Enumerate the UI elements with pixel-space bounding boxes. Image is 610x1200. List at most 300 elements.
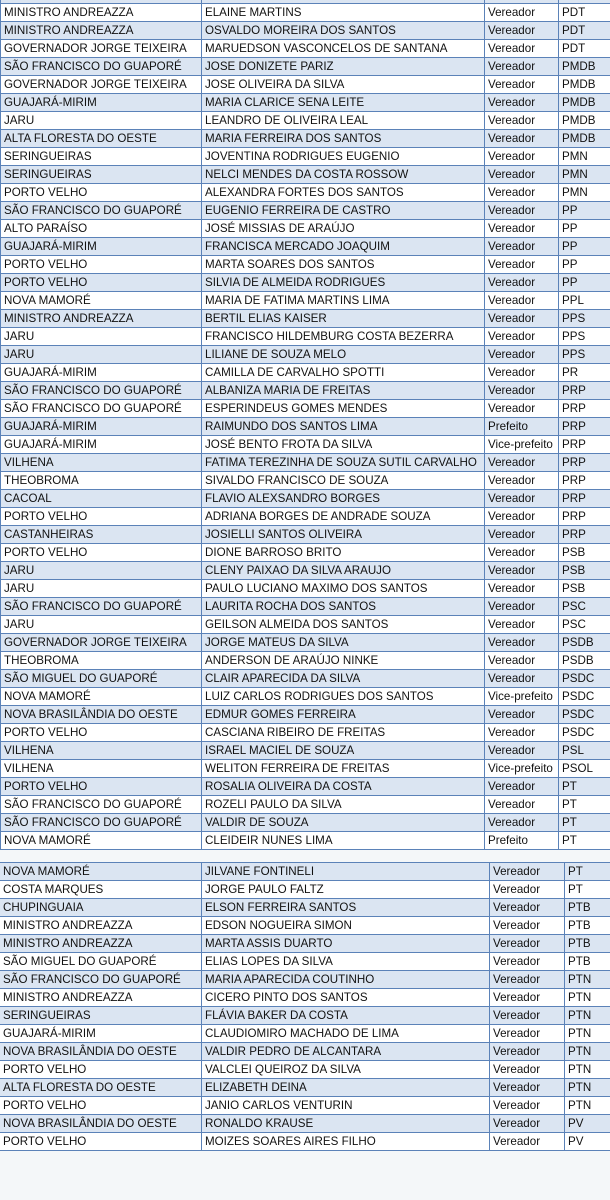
- page-bottom-margin: [0, 1160, 610, 1200]
- position-cell: Vereador: [485, 472, 559, 490]
- municipality-cell: PORTO VELHO: [1, 256, 202, 274]
- municipality-cell: PORTO VELHO: [1, 724, 202, 742]
- candidate-name-cell: JOVENTINA RODRIGUES EUGENIO: [202, 148, 485, 166]
- party-cell: PP: [559, 256, 610, 274]
- candidate-name-cell: MARIA FERREIRA DOS SANTOS: [202, 130, 485, 148]
- party-cell: PSC: [559, 598, 610, 616]
- position-cell: Vereador: [485, 40, 559, 58]
- position-cell: Vereador: [485, 814, 559, 832]
- candidate-name-cell: VALCLEI QUEIROZ DA SILVA: [202, 1061, 490, 1079]
- position-cell: Vereador: [490, 1025, 565, 1043]
- party-cell: PV: [565, 1133, 610, 1151]
- party-cell: PDT: [559, 40, 610, 58]
- candidate-name-cell: MARIA APARECIDA COUTINHO: [202, 971, 490, 989]
- table-row: [1, 634, 610, 652]
- party-cell: PT: [559, 832, 610, 850]
- municipality-cell: PORTO VELHO: [1, 274, 202, 292]
- position-cell: Vereador: [485, 310, 559, 328]
- candidate-name-cell: ROSALIA OLIVEIRA DA COSTA: [202, 778, 485, 796]
- municipality-cell: NOVA BRASILÂNDIA DO OESTE: [1, 706, 202, 724]
- position-cell: Vereador: [490, 899, 565, 917]
- party-cell: PSDC: [559, 724, 610, 742]
- party-cell: PSDC: [559, 706, 610, 724]
- table-row: [1, 454, 610, 472]
- municipality-cell: MINISTRO ANDREAZZA: [1, 310, 202, 328]
- municipality-cell: SERINGUEIRAS: [1, 166, 202, 184]
- party-cell: PSDC: [559, 688, 610, 706]
- position-cell: Vereador: [485, 256, 559, 274]
- municipality-cell: SÃO FRANCISCO DO GUAPORÉ: [1, 58, 202, 76]
- position-cell: Vereador: [485, 112, 559, 130]
- party-cell: PMN: [559, 166, 610, 184]
- candidate-name-cell: NELCI MENDES DA COSTA ROSSOW: [202, 166, 485, 184]
- municipality-cell: GUAJARÁ-MIRIM: [1, 418, 202, 436]
- municipality-cell: JARU: [1, 346, 202, 364]
- candidate-name-cell: ANDERSON DE ARAÚJO NINKE: [202, 652, 485, 670]
- table-row: [0, 935, 610, 953]
- candidate-name-cell: FATIMA TEREZINHA DE SOUZA SUTIL CARVALHO: [202, 454, 485, 472]
- candidate-name-cell: MARUEDSON VASCONCELOS DE SANTANA: [202, 40, 485, 58]
- table-row: [1, 778, 610, 796]
- table-row: [1, 364, 610, 382]
- municipality-cell: PORTO VELHO: [0, 1097, 202, 1115]
- municipality-cell: ALTA FLORESTA DO OESTE: [1, 130, 202, 148]
- table-row: [0, 881, 610, 899]
- municipality-cell: JARU: [1, 616, 202, 634]
- position-cell: Vereador: [485, 328, 559, 346]
- party-cell: PTB: [565, 935, 610, 953]
- table-row: [1, 76, 610, 94]
- position-cell: Vereador: [490, 881, 565, 899]
- position-cell: Vereador: [490, 1115, 565, 1133]
- table-row: [0, 1061, 610, 1079]
- candidates-table-lower: [0, 862, 610, 1151]
- table-row: [0, 1133, 610, 1151]
- candidate-name-cell: ELSON FERREIRA SANTOS: [202, 899, 490, 917]
- position-cell: Vereador: [490, 1133, 565, 1151]
- position-cell: Vereador: [485, 4, 559, 22]
- candidate-name-cell: CLAUDIOMIRO MACHADO DE LIMA: [202, 1025, 490, 1043]
- party-cell: PTB: [565, 917, 610, 935]
- table-row: [1, 184, 610, 202]
- position-cell: Vereador: [485, 544, 559, 562]
- municipality-cell: PORTO VELHO: [1, 544, 202, 562]
- municipality-cell: JARU: [1, 328, 202, 346]
- table-row: [1, 418, 610, 436]
- candidate-name-cell: JORGE PAULO FALTZ: [202, 881, 490, 899]
- table-row: [1, 706, 610, 724]
- candidate-name-cell: JILVANE FONTINELI: [202, 863, 490, 881]
- party-cell: PTN: [565, 1025, 610, 1043]
- candidate-name-cell: WELITON FERREIRA DE FREITAS: [202, 760, 485, 778]
- position-cell: Vereador: [485, 76, 559, 94]
- party-cell: PDT: [559, 22, 610, 40]
- party-cell: PP: [559, 220, 610, 238]
- candidate-name-cell: JANIO CARLOS VENTURIN: [202, 1097, 490, 1115]
- party-cell: PTN: [565, 1007, 610, 1025]
- municipality-cell: VILHENA: [1, 454, 202, 472]
- candidate-name-cell: LEANDRO DE OLIVEIRA LEAL: [202, 112, 485, 130]
- position-cell: Vereador: [485, 652, 559, 670]
- table-row: [1, 670, 610, 688]
- table-row: [1, 238, 610, 256]
- position-cell: Vereador: [485, 184, 559, 202]
- table-row: [0, 953, 610, 971]
- municipality-cell: VILHENA: [1, 760, 202, 778]
- table-row: [0, 1079, 610, 1097]
- party-cell: PTB: [565, 953, 610, 971]
- table-row: [1, 112, 610, 130]
- candidate-name-cell: MARTA SOARES DOS SANTOS: [202, 256, 485, 274]
- table-row: [1, 328, 610, 346]
- municipality-cell: SERINGUEIRAS: [1, 148, 202, 166]
- party-cell: PPS: [559, 328, 610, 346]
- candidate-name-cell: RONALDO KRAUSE: [202, 1115, 490, 1133]
- municipality-cell: PORTO VELHO: [1, 778, 202, 796]
- municipality-cell: NOVA MAMORÉ: [1, 292, 202, 310]
- municipality-cell: SÃO FRANCISCO DO GUAPORÉ: [1, 598, 202, 616]
- municipality-cell: COSTA MARQUES: [0, 881, 202, 899]
- position-cell: Vereador: [490, 971, 565, 989]
- table-row: [1, 652, 610, 670]
- municipality-cell: PORTO VELHO: [1, 508, 202, 526]
- table-row: [0, 1115, 610, 1133]
- table-row: [1, 796, 610, 814]
- candidate-name-cell: GEILSON ALMEIDA DOS SANTOS: [202, 616, 485, 634]
- party-cell: PV: [565, 1115, 610, 1133]
- table-row: [1, 346, 610, 364]
- position-cell: Vereador: [485, 580, 559, 598]
- position-cell: Vereador: [485, 58, 559, 76]
- municipality-cell: SÃO FRANCISCO DO GUAPORÉ: [1, 400, 202, 418]
- position-cell: Vereador: [485, 382, 559, 400]
- municipality-cell: NOVA BRASILÂNDIA DO OESTE: [0, 1043, 202, 1061]
- party-cell: PTN: [565, 989, 610, 1007]
- party-cell: PT: [559, 796, 610, 814]
- party-cell: PPS: [559, 346, 610, 364]
- position-cell: Vereador: [485, 220, 559, 238]
- table-row: [1, 202, 610, 220]
- position-cell: Vereador: [490, 917, 565, 935]
- party-cell: PTN: [565, 1061, 610, 1079]
- table-row: [1, 310, 610, 328]
- candidate-name-cell: JOSÉ BENTO FROTA DA SILVA: [202, 436, 485, 454]
- position-cell: Vice-prefeito: [485, 688, 559, 706]
- candidate-name-cell: LAURITA ROCHA DOS SANTOS: [202, 598, 485, 616]
- party-cell: PRP: [559, 418, 610, 436]
- municipality-cell: PORTO VELHO: [1, 184, 202, 202]
- municipality-cell: PORTO VELHO: [0, 1061, 202, 1079]
- position-cell: Vereador: [485, 292, 559, 310]
- party-cell: PTN: [565, 1079, 610, 1097]
- table-body: [0, 863, 610, 1151]
- candidate-name-cell: EDSON NOGUEIRA SIMON: [202, 917, 490, 935]
- table-row: [1, 544, 610, 562]
- table-row: [1, 724, 610, 742]
- table-row: [0, 989, 610, 1007]
- table-row: [1, 508, 610, 526]
- candidate-name-cell: ESPERINDEUS GOMES MENDES: [202, 400, 485, 418]
- table-row: [0, 1025, 610, 1043]
- table-row: [1, 526, 610, 544]
- table-row: [0, 1007, 610, 1025]
- candidate-name-cell: ADRIANA BORGES DE ANDRADE SOUZA: [202, 508, 485, 526]
- table-row: [0, 863, 610, 881]
- position-cell: Vereador: [485, 364, 559, 382]
- table-row: [1, 616, 610, 634]
- municipality-cell: NOVA MAMORÉ: [0, 863, 202, 881]
- party-cell: PSOL: [559, 760, 610, 778]
- position-cell: Vereador: [485, 526, 559, 544]
- party-cell: PP: [559, 238, 610, 256]
- candidate-name-cell: CICERO PINTO DOS SANTOS: [202, 989, 490, 1007]
- party-cell: PMDB: [559, 112, 610, 130]
- table-row: [1, 148, 610, 166]
- municipality-cell: SÃO MIGUEL DO GUAPORÉ: [0, 953, 202, 971]
- table-row: [1, 274, 610, 292]
- candidate-name-cell: FRANCISCO HILDEMBURG COSTA BEZERRA: [202, 328, 485, 346]
- municipality-cell: GOVERNADOR JORGE TEIXEIRA: [1, 40, 202, 58]
- position-cell: Vereador: [485, 490, 559, 508]
- position-cell: Vereador: [485, 22, 559, 40]
- position-cell: Vereador: [485, 706, 559, 724]
- candidate-name-cell: ROZELI PAULO DA SILVA: [202, 796, 485, 814]
- candidate-name-cell: DIONE BARROSO BRITO: [202, 544, 485, 562]
- municipality-cell: THEOBROMA: [1, 652, 202, 670]
- table-row: [1, 490, 610, 508]
- candidate-name-cell: LILIANE DE SOUZA MELO: [202, 346, 485, 364]
- candidate-name-cell: CLENY PAIXAO DA SILVA ARAUJO: [202, 562, 485, 580]
- candidate-name-cell: CASCIANA RIBEIRO DE FREITAS: [202, 724, 485, 742]
- position-cell: Vereador: [485, 202, 559, 220]
- party-cell: PTN: [565, 1097, 610, 1115]
- candidate-name-cell: PAULO LUCIANO MAXIMO DOS SANTOS: [202, 580, 485, 598]
- candidate-name-cell: VALDIR PEDRO DE ALCANTARA: [202, 1043, 490, 1061]
- position-cell: Prefeito: [485, 418, 559, 436]
- party-cell: PSDB: [559, 634, 610, 652]
- municipality-cell: GUAJARÁ-MIRIM: [1, 364, 202, 382]
- municipality-cell: GOVERNADOR JORGE TEIXEIRA: [1, 76, 202, 94]
- municipality-cell: ALTA FLORESTA DO OESTE: [0, 1079, 202, 1097]
- municipality-cell: SÃO FRANCISCO DO GUAPORÉ: [1, 382, 202, 400]
- position-cell: Vereador: [485, 670, 559, 688]
- candidate-name-cell: ALBANIZA MARIA DE FREITAS: [202, 382, 485, 400]
- municipality-cell: PORTO VELHO: [0, 1133, 202, 1151]
- party-cell: PPL: [559, 292, 610, 310]
- party-cell: PT: [559, 814, 610, 832]
- table-row: [1, 130, 610, 148]
- party-cell: PMDB: [559, 130, 610, 148]
- municipality-cell: JARU: [1, 112, 202, 130]
- party-cell: PMDB: [559, 94, 610, 112]
- table-row: [0, 899, 610, 917]
- candidate-name-cell: ELIZABETH DEINA: [202, 1079, 490, 1097]
- table-row: [1, 22, 610, 40]
- position-cell: Vereador: [490, 1061, 565, 1079]
- table-row: [1, 4, 610, 22]
- table-row: [1, 472, 610, 490]
- candidate-name-cell: EUGENIO FERREIRA DE CASTRO: [202, 202, 485, 220]
- table-body: [1, 0, 610, 850]
- table-row: [1, 382, 610, 400]
- table-row: [1, 40, 610, 58]
- position-cell: Vereador: [490, 1043, 565, 1061]
- candidate-name-cell: JOSÉ MISSIAS DE ARAÚJO: [202, 220, 485, 238]
- candidate-name-cell: BERTIL ELIAS KAISER: [202, 310, 485, 328]
- candidate-name-cell: JOSE DONIZETE PARIZ: [202, 58, 485, 76]
- table-row: [0, 917, 610, 935]
- position-cell: Vereador: [485, 94, 559, 112]
- party-cell: PRP: [559, 490, 610, 508]
- party-cell: PP: [559, 274, 610, 292]
- position-cell: Vereador: [490, 1097, 565, 1115]
- candidate-name-cell: OSVALDO MOREIRA DOS SANTOS: [202, 22, 485, 40]
- municipality-cell: MINISTRO ANDREAZZA: [0, 935, 202, 953]
- municipality-cell: MINISTRO ANDREAZZA: [1, 22, 202, 40]
- position-cell: Vereador: [490, 989, 565, 1007]
- party-cell: PTN: [565, 1043, 610, 1061]
- municipality-cell: GOVERNADOR JORGE TEIXEIRA: [1, 634, 202, 652]
- position-cell: Vereador: [485, 742, 559, 760]
- party-cell: PSDC: [559, 670, 610, 688]
- position-cell: Vereador: [485, 238, 559, 256]
- table-row: [1, 58, 610, 76]
- municipality-cell: SÃO FRANCISCO DO GUAPORÉ: [1, 814, 202, 832]
- position-cell: Vereador: [485, 634, 559, 652]
- party-cell: PPS: [559, 310, 610, 328]
- candidate-name-cell: FLAVIO ALEXSANDRO BORGES: [202, 490, 485, 508]
- table-row: [1, 742, 610, 760]
- position-cell: Vereador: [490, 935, 565, 953]
- position-cell: Vereador: [485, 274, 559, 292]
- party-cell: PRP: [559, 436, 610, 454]
- candidate-name-cell: CAMILLA DE CARVALHO SPOTTI: [202, 364, 485, 382]
- municipality-cell: NOVA MAMORÉ: [1, 688, 202, 706]
- candidate-name-cell: MARIA CLARICE SENA LEITE: [202, 94, 485, 112]
- candidate-name-cell: FRANCISCA MERCADO JOAQUIM: [202, 238, 485, 256]
- candidate-name-cell: SIVALDO FRANCISCO DE SOUZA: [202, 472, 485, 490]
- municipality-cell: MINISTRO ANDREAZZA: [0, 989, 202, 1007]
- municipality-cell: THEOBROMA: [1, 472, 202, 490]
- position-cell: Vereador: [485, 346, 559, 364]
- table-row: [1, 760, 610, 778]
- candidate-name-cell: MARTA ASSIS DUARTO: [202, 935, 490, 953]
- candidate-name-cell: JOSIELLI SANTOS OLIVEIRA: [202, 526, 485, 544]
- party-cell: PSB: [559, 544, 610, 562]
- party-cell: PRP: [559, 508, 610, 526]
- municipality-cell: CHUPINGUAIA: [0, 899, 202, 917]
- municipality-cell: CACOAL: [1, 490, 202, 508]
- candidate-name-cell: RAIMUNDO DOS SANTOS LIMA: [202, 418, 485, 436]
- table-row: [1, 256, 610, 274]
- position-cell: Vereador: [485, 454, 559, 472]
- table-row: [1, 598, 610, 616]
- position-cell: Vereador: [485, 166, 559, 184]
- party-cell: PMDB: [559, 76, 610, 94]
- municipality-cell: JARU: [1, 580, 202, 598]
- position-cell: Vereador: [490, 863, 565, 881]
- position-cell: Vereador: [485, 724, 559, 742]
- table-row: [1, 832, 610, 850]
- party-cell: PRP: [559, 454, 610, 472]
- municipality-cell: CASTANHEIRAS: [1, 526, 202, 544]
- party-cell: PRP: [559, 526, 610, 544]
- candidate-name-cell: ELAINE MARTINS: [202, 4, 485, 22]
- municipality-cell: NOVA BRASILÂNDIA DO OESTE: [0, 1115, 202, 1133]
- party-cell: PTB: [565, 899, 610, 917]
- table-row: [1, 292, 610, 310]
- candidate-name-cell: VALDIR DE SOUZA: [202, 814, 485, 832]
- candidate-name-cell: MARIA DE FATIMA MARTINS LIMA: [202, 292, 485, 310]
- table-row: [1, 94, 610, 112]
- municipality-cell: GUAJARÁ-MIRIM: [1, 238, 202, 256]
- table-row: [1, 562, 610, 580]
- position-cell: Vice-prefeito: [485, 760, 559, 778]
- candidate-name-cell: JOSE OLIVEIRA DA SILVA: [202, 76, 485, 94]
- table-row: [1, 166, 610, 184]
- party-cell: PSL: [559, 742, 610, 760]
- municipality-cell: MINISTRO ANDREAZZA: [0, 917, 202, 935]
- municipality-cell: SÃO FRANCISCO DO GUAPORÉ: [1, 202, 202, 220]
- position-cell: Vereador: [485, 796, 559, 814]
- municipality-cell: ALTO PARAÍSO: [1, 220, 202, 238]
- party-cell: PMN: [559, 148, 610, 166]
- table-row: [1, 436, 610, 454]
- party-cell: PMDB: [559, 58, 610, 76]
- municipality-cell: SERINGUEIRAS: [0, 1007, 202, 1025]
- position-cell: Vice-prefeito: [485, 436, 559, 454]
- municipality-cell: SÃO FRANCISCO DO GUAPORÉ: [0, 971, 202, 989]
- table-row: [1, 688, 610, 706]
- candidate-name-cell: ALEXANDRA FORTES DOS SANTOS: [202, 184, 485, 202]
- candidate-name-cell: ISRAEL MACIEL DE SOUZA: [202, 742, 485, 760]
- position-cell: Vereador: [490, 1007, 565, 1025]
- candidate-name-cell: MOIZES SOARES AIRES FILHO: [202, 1133, 490, 1151]
- table-row: [1, 580, 610, 598]
- candidate-name-cell: CLAIR APARECIDA DA SILVA: [202, 670, 485, 688]
- party-cell: PTN: [565, 971, 610, 989]
- party-cell: PP: [559, 202, 610, 220]
- table-row: [0, 1097, 610, 1115]
- municipality-cell: GUAJARÁ-MIRIM: [1, 436, 202, 454]
- position-cell: Vereador: [485, 562, 559, 580]
- municipality-cell: SÃO FRANCISCO DO GUAPORÉ: [1, 796, 202, 814]
- municipality-cell: JARU: [1, 562, 202, 580]
- position-cell: Vereador: [485, 598, 559, 616]
- candidate-name-cell: SILVIA DE ALMEIDA RODRIGUES: [202, 274, 485, 292]
- candidate-name-cell: EDMUR GOMES FERREIRA: [202, 706, 485, 724]
- table-row: [1, 814, 610, 832]
- municipality-cell: GUAJARÁ-MIRIM: [1, 94, 202, 112]
- position-cell: Vereador: [490, 953, 565, 971]
- candidate-name-cell: JORGE MATEUS DA SILVA: [202, 634, 485, 652]
- party-cell: PDT: [559, 4, 610, 22]
- position-cell: Vereador: [485, 508, 559, 526]
- party-cell: PSB: [559, 580, 610, 598]
- party-cell: PRP: [559, 400, 610, 418]
- municipality-cell: SÃO MIGUEL DO GUAPORÉ: [1, 670, 202, 688]
- position-cell: Vereador: [485, 400, 559, 418]
- position-cell: Vereador: [490, 1079, 565, 1097]
- table-row: [0, 971, 610, 989]
- party-cell: PRP: [559, 382, 610, 400]
- table-row: [0, 1043, 610, 1061]
- position-cell: Prefeito: [485, 832, 559, 850]
- party-cell: PSDB: [559, 652, 610, 670]
- party-cell: PT: [565, 881, 610, 899]
- party-cell: PMN: [559, 184, 610, 202]
- candidate-name-cell: FLÁVIA BAKER DA COSTA: [202, 1007, 490, 1025]
